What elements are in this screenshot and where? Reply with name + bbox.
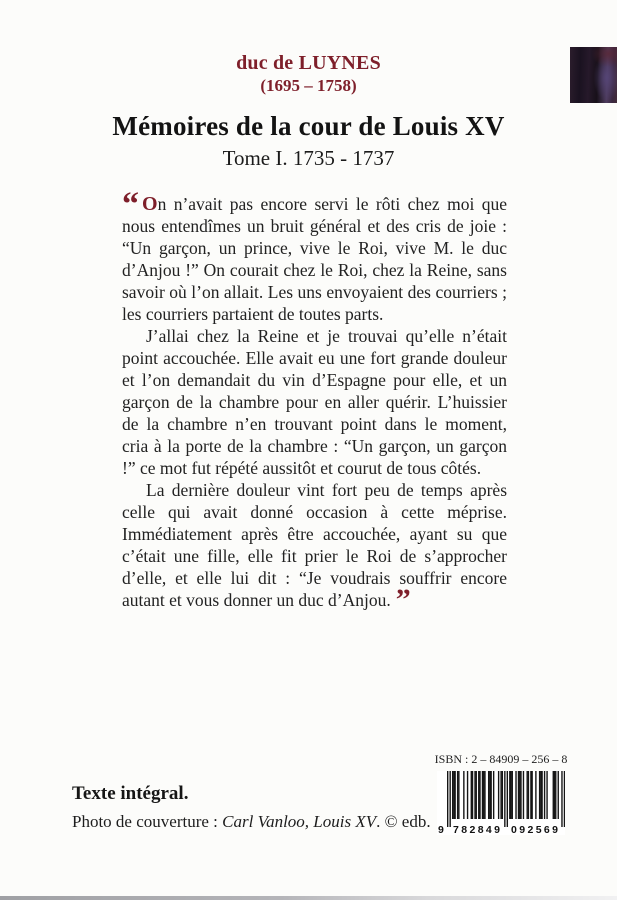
cover-photo-fragment [570, 47, 617, 103]
barcode-digits: 092569 [511, 824, 558, 835]
barcode-digits: 9 [438, 824, 444, 835]
header [0, 0, 617, 171]
bottom-edge-shadow [0, 896, 617, 900]
paragraph-text: n n’avait pas encore servi le rôti chez moi que nous entendîmes un bruit général et des cris de joie : “Un garçon, un prince, vive le Roi, vive M. le duc d’Anjou !” On courait chez le Roi, chez la Reine, sans savoir où l’on allait. Les uns envoyaient des courriers ; les courriers partaient de toutes parts. [122, 194, 507, 324]
dates-line: (1695 – 1758) [260, 76, 357, 95]
excerpt-paragraph-2: J’allai chez la Reine et je trouvai qu’elle n’était point accouchée. Elle avait eu une fort grande douleur et l’on demandait du vin d’Espagne pour elle, et un garçon de la chambre pour en aller quérir. L’huissier de la chambre n’en trouvant point dans le moment, cria à la porte de la chambre : “Un garçon, un garçon !” ce mot fut répété aussitôt et courut de tous côtés. [122, 326, 507, 478]
drop-cap-letter: O [142, 193, 158, 215]
author-line: duc de LUYNES [236, 52, 381, 74]
excerpt-block [122, 186, 507, 616]
excerpt-paragraph-1 [122, 186, 507, 325]
cover-credit-suffix: . © edb. [376, 812, 431, 831]
paragraph-text: La dernière douleur vint fort peu de temps après celle qui avait donné occasion à cette méprise. Immédiatement après être accouchée, ayant su que c’était une fille, elle fit prier le Roi de s’approcher d’elle, et elle lui dit : “Je voudrais souffrir encore autant et vous donner un duc d’Anjou. [122, 480, 507, 610]
texte-integral-label: Texte intégral. [72, 783, 189, 804]
excerpt-paragraph-3 [122, 479, 507, 616]
book-subtitle: Tome I. 1735 - 1737 [222, 146, 395, 170]
cover-credit-line [72, 812, 431, 832]
book-title: Mémoires de la cour de Louis XV [112, 111, 505, 141]
barcode-digits: 782849 [453, 824, 500, 835]
cover-credit-prefix: Photo de couverture : [72, 812, 223, 831]
cover-credit-artwork: Carl Vanloo, Louis XV [222, 812, 377, 831]
open-quote-mark: “ [122, 186, 139, 223]
isbn-label: ISBN : 2 – 84909 – 256 – 8 [434, 752, 568, 766]
close-quote-mark: ” [395, 583, 411, 616]
ean13-barcode [437, 771, 565, 835]
